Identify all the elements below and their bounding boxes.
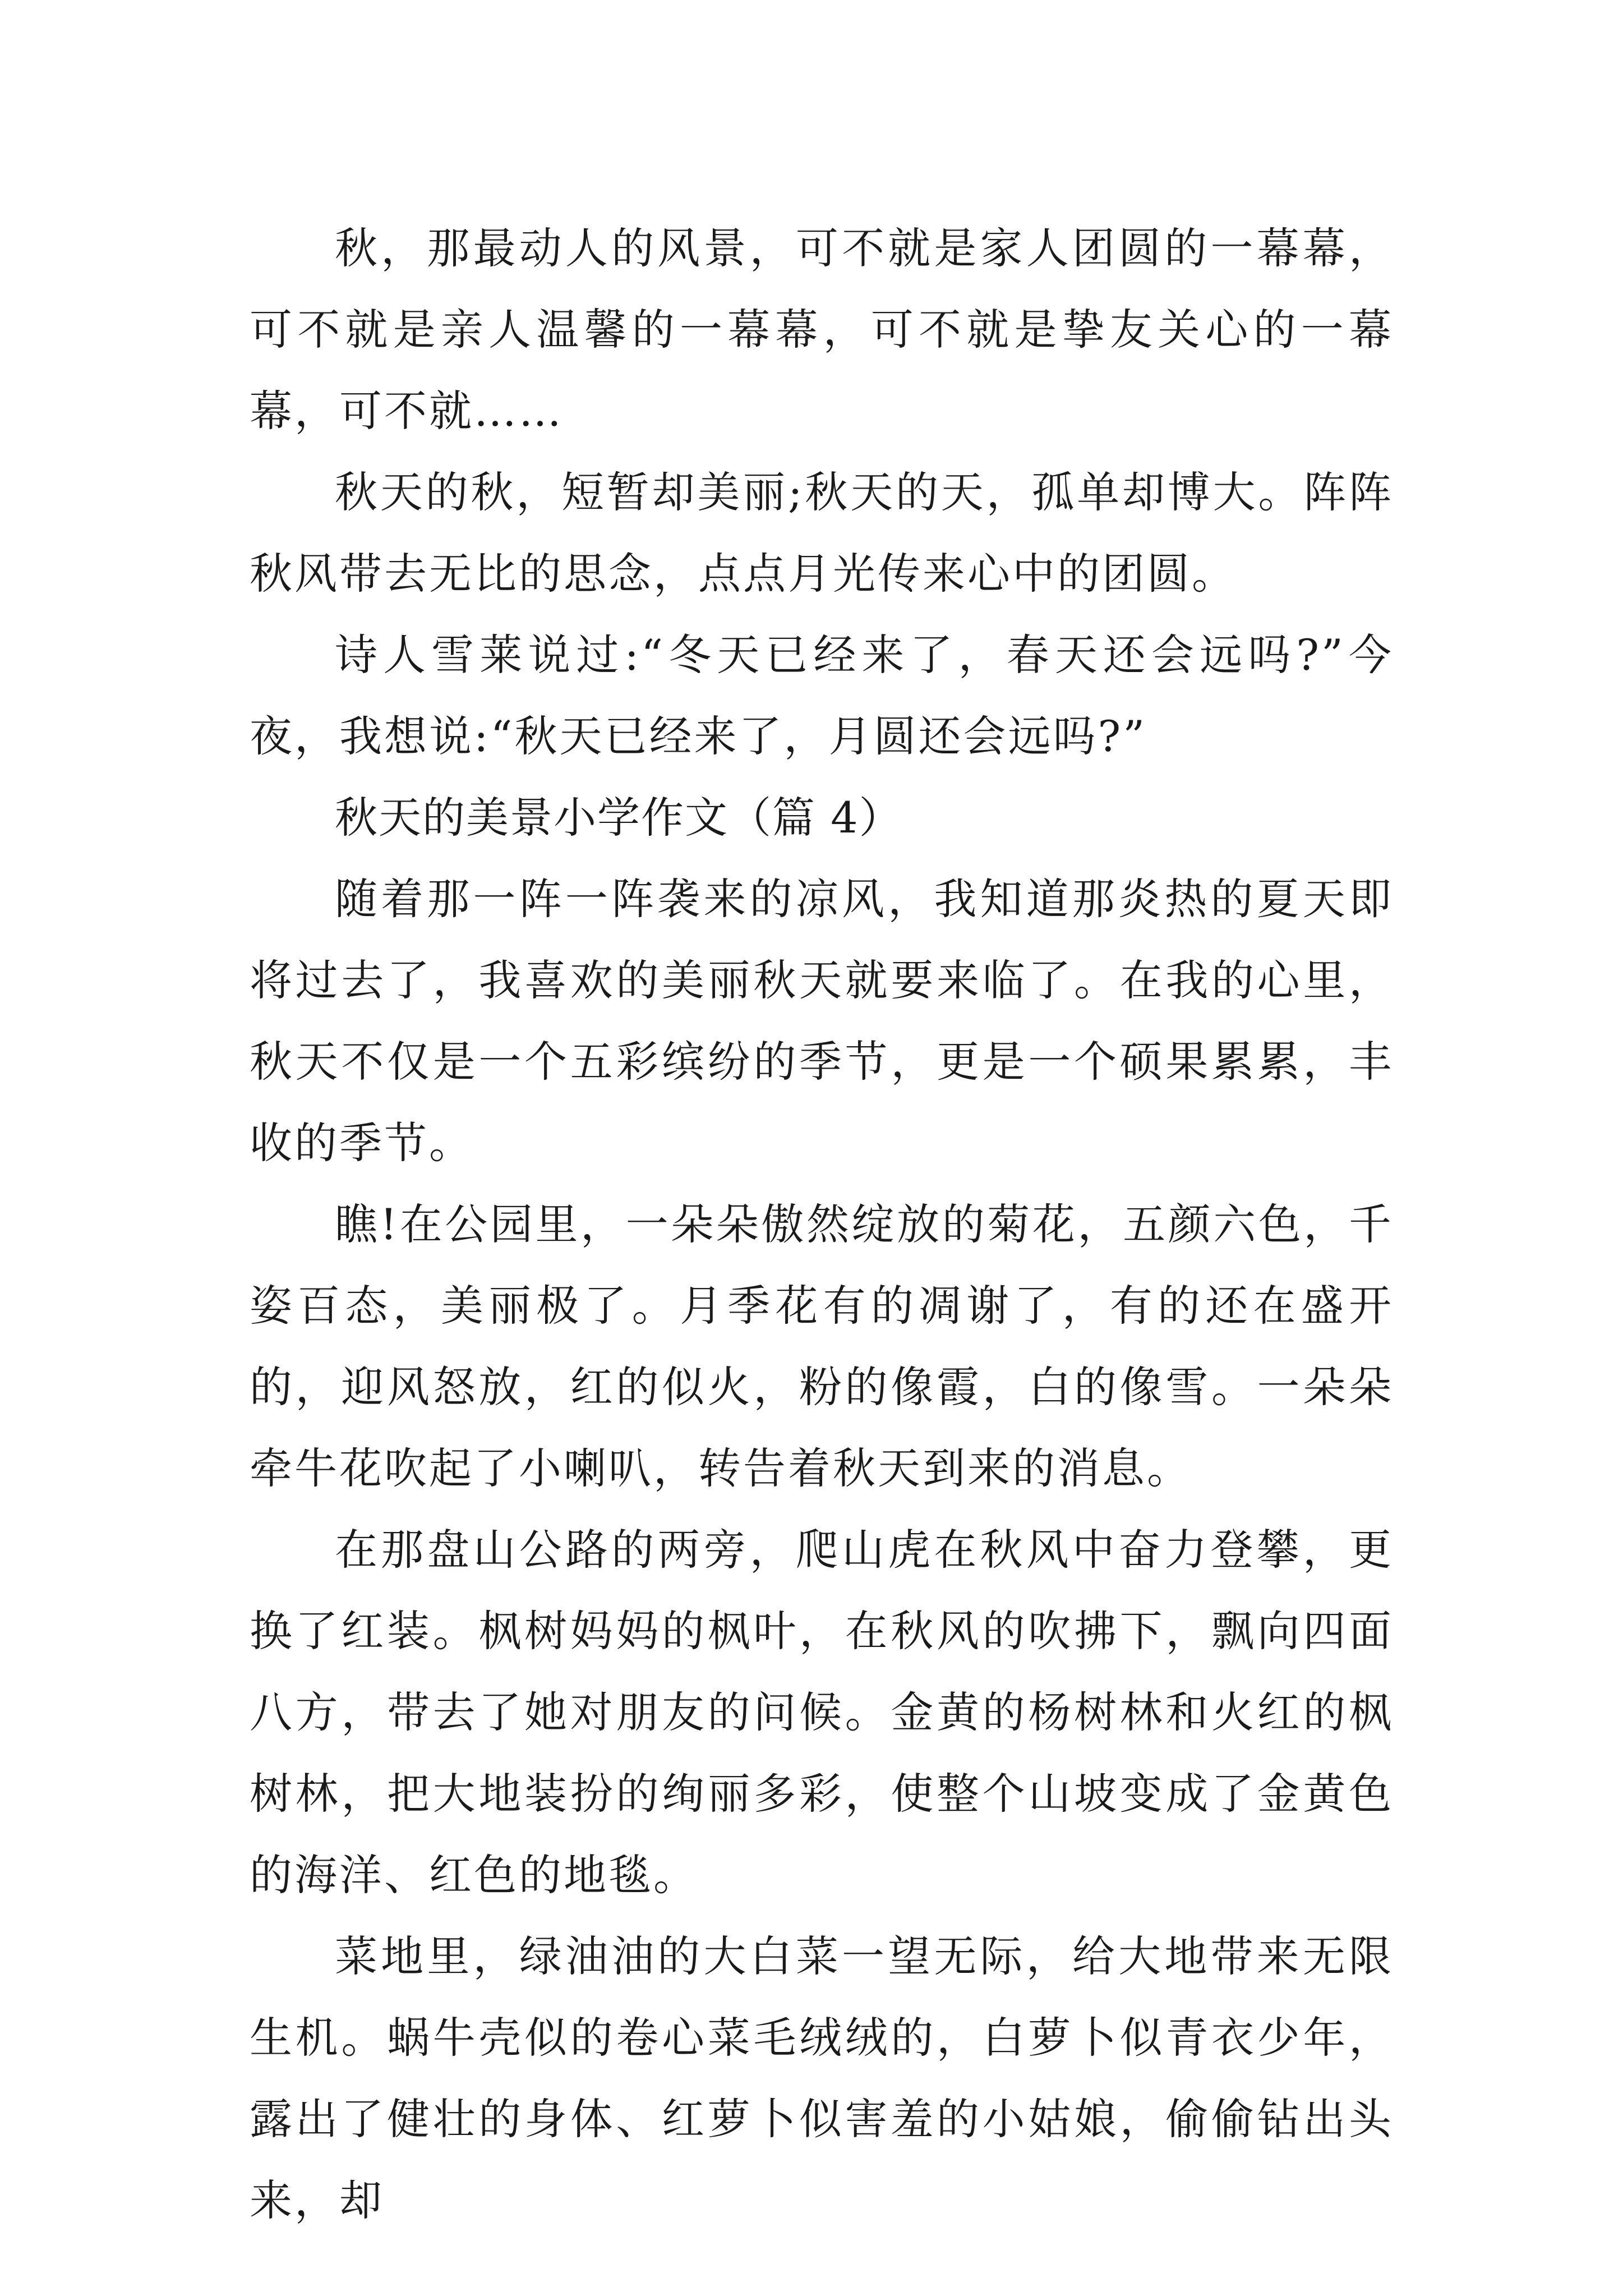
paragraph-6: 在那盘山公路的两旁，爬山虎在秋风中奋力登攀，更换了红装。枫树妈妈的枫叶，在秋风的吹拂下，飘向四面八方，带去了她对朋友的问候。金黄的杨树林和火红的枫树林，把大地装扮的绚丽多彩，使整个山坡变成了金黄色的海洋、红色的地毯。 — [250, 1525, 1394, 1900]
paragraph-4: 随着那一阵一阵袭来的凉风，我知道那炎热的夏天即将过去了，我喜欢的美丽秋天就要来临了。在我的心里，秋天不仅是一个五彩缤纷的季节，更是一个硕果累累，丰收的季节。 — [250, 874, 1394, 1168]
section-heading: 秋天的美景小学作文（篇 4） — [335, 793, 903, 843]
document-body — [250, 208, 1394, 2241]
paragraph-1: 秋，那最动人的风景，可不就是家人团圆的一幕幕，可不就是亲人温馨的一幕幕，可不就是挚友关心的一幕幕，可不就…… — [250, 223, 1394, 436]
paragraph-7: 菜地里，绿油油的大白菜一望无际，给大地带来无限生机。蜗牛壳似的卷心菜毛绒绒的，白萝卜似青衣少年，露出了健壮的身体、红萝卜似害羞的小姑娘，偷偷钻出头来，却 — [250, 1931, 1394, 2225]
paragraph-3: 诗人雪莱说过:“冬天已经来了，春天还会远吗?”今夜，我想说:“秋天已经来了，月圆还会远吗?” — [250, 630, 1394, 761]
paragraph-5: 瞧!在公园里，一朵朵傲然绽放的菊花，五颜六色，千姿百态，美丽极了。月季花有的凋谢了，有的还在盛开的，迎风怒放，红的似火，粉的像霞，白的像雪。一朵朵牵牛花吹起了小喇叭，转告着秋天到来的消息。 — [250, 1199, 1394, 1493]
paragraph-2: 秋天的秋，短暂却美丽;秋天的天，孤单却博大。阵阵秋风带去无比的思念，点点月光传来心中的团圆。 — [250, 467, 1394, 599]
